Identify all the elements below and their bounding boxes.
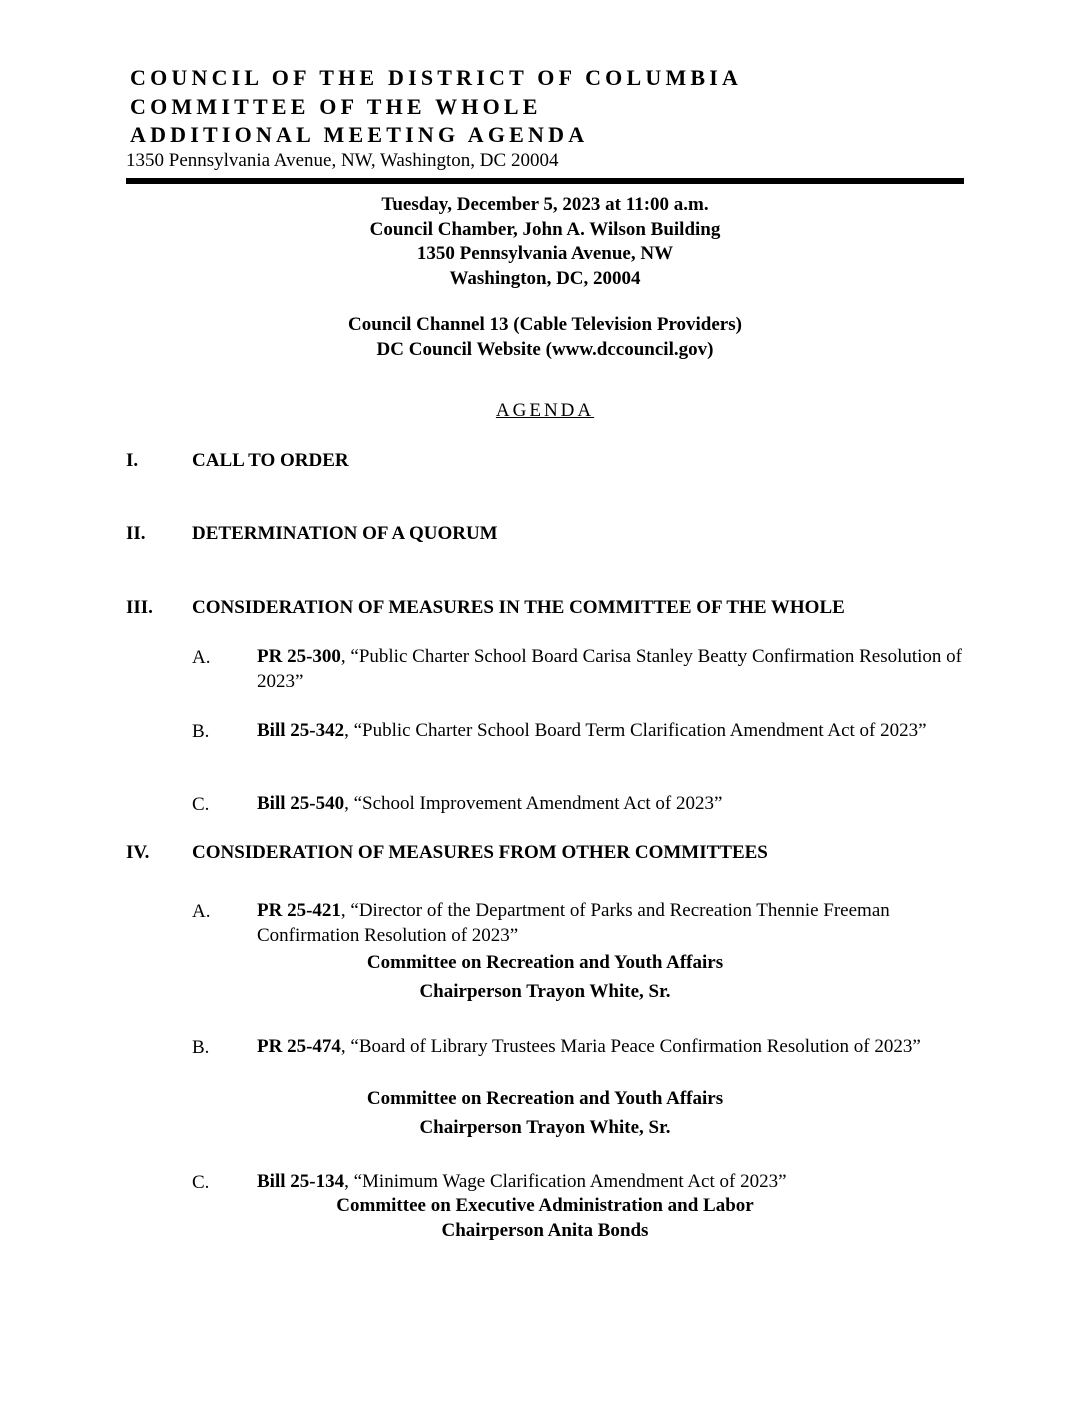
item-letter: B. — [192, 1037, 210, 1058]
agenda-item — [257, 719, 969, 744]
section-title: CALL TO ORDER — [192, 450, 349, 471]
section-number: II. — [126, 523, 146, 544]
measure-title: , “Minimum Wage Clarification Amendment Act of 2023” — [344, 1171, 787, 1192]
measure-number: PR 25-300 — [257, 646, 341, 667]
header-divider — [126, 178, 964, 184]
section-number: III. — [126, 597, 153, 618]
item-letter: A. — [192, 901, 211, 922]
measure-title: , “Director of the Department of Parks and Recreation Thennie Freeman Confirmation Resolution of 2023” — [257, 900, 890, 946]
section-number: I. — [126, 450, 139, 471]
agenda-item — [257, 1035, 969, 1060]
meeting-city: Washington, DC, 20004 — [449, 267, 641, 289]
header-committee: COMMITTEE OF THE WHOLE — [130, 94, 542, 119]
agenda-item — [257, 792, 969, 817]
agenda-title: AGENDA — [495, 400, 595, 421]
meeting-datetime: Tuesday, December 5, 2023 at 11:00 a.m. — [381, 194, 709, 215]
item-letter: C. — [192, 794, 210, 815]
measure-title: , “Board of Library Trustees Maria Peace Confirmation Resolution of 2023” — [340, 1036, 921, 1057]
measure-title: , “School Improvement Amendment Act of 2023” — [344, 793, 723, 814]
meeting-street: 1350 Pennsylvania Avenue, NW — [416, 243, 674, 264]
committee-chair: Chairperson Anita Bonds — [441, 1220, 649, 1241]
item-letter: A. — [192, 647, 211, 668]
header-agenda-type: ADDITIONAL MEETING AGENDA — [130, 122, 589, 147]
measure-number: PR 25-421 — [257, 900, 341, 921]
measure-number: PR 25-474 — [257, 1036, 341, 1057]
measure-title: , “Public Charter School Board Term Clarification Amendment Act of 2023” — [344, 720, 927, 741]
section-title: CONSIDERATION OF MEASURES IN THE COMMITTEE OF THE WHOLE — [192, 597, 845, 618]
item-letter: C. — [192, 1172, 210, 1193]
item-letter: B. — [192, 721, 210, 742]
committee-name: Committee on Recreation and Youth Affairs — [366, 1088, 724, 1109]
header-council: COUNCIL OF THE DISTRICT OF COLUMBIA — [130, 65, 743, 90]
measure-title: , “Public Charter School Board Carisa Stanley Beatty Confirmation Resolution of 2023” — [257, 646, 962, 692]
committee-name: Committee on Recreation and Youth Affairs — [366, 952, 724, 973]
broadcast-website: DC Council Website (www.dccouncil.gov) — [376, 338, 714, 360]
meeting-info — [126, 193, 964, 291]
section-number: IV. — [126, 842, 150, 863]
meeting-location: Council Chamber, John A. Wilson Building — [369, 218, 721, 240]
agenda-item — [257, 899, 969, 948]
measure-number: Bill 25-134 — [257, 1171, 345, 1192]
measure-number: Bill 25-342 — [257, 720, 345, 741]
measure-number: Bill 25-540 — [257, 793, 345, 814]
broadcast-info — [126, 313, 964, 362]
agenda-item — [257, 1170, 969, 1195]
broadcast-channel: Council Channel 13 (Cable Television Providers) — [348, 314, 742, 335]
committee-chair: Chairperson Trayon White, Sr. — [419, 1117, 671, 1138]
committee-chair: Chairperson Trayon White, Sr. — [419, 981, 671, 1002]
agenda-item — [257, 645, 969, 694]
header-address: 1350 Pennsylvania Avenue, NW, Washington, DC 20004 — [126, 150, 559, 171]
committee-name: Committee on Executive Administration and Labor — [336, 1195, 754, 1216]
section-title: CONSIDERATION OF MEASURES FROM OTHER COMMITTEES — [192, 842, 768, 863]
section-title: DETERMINATION OF A QUORUM — [192, 523, 498, 544]
